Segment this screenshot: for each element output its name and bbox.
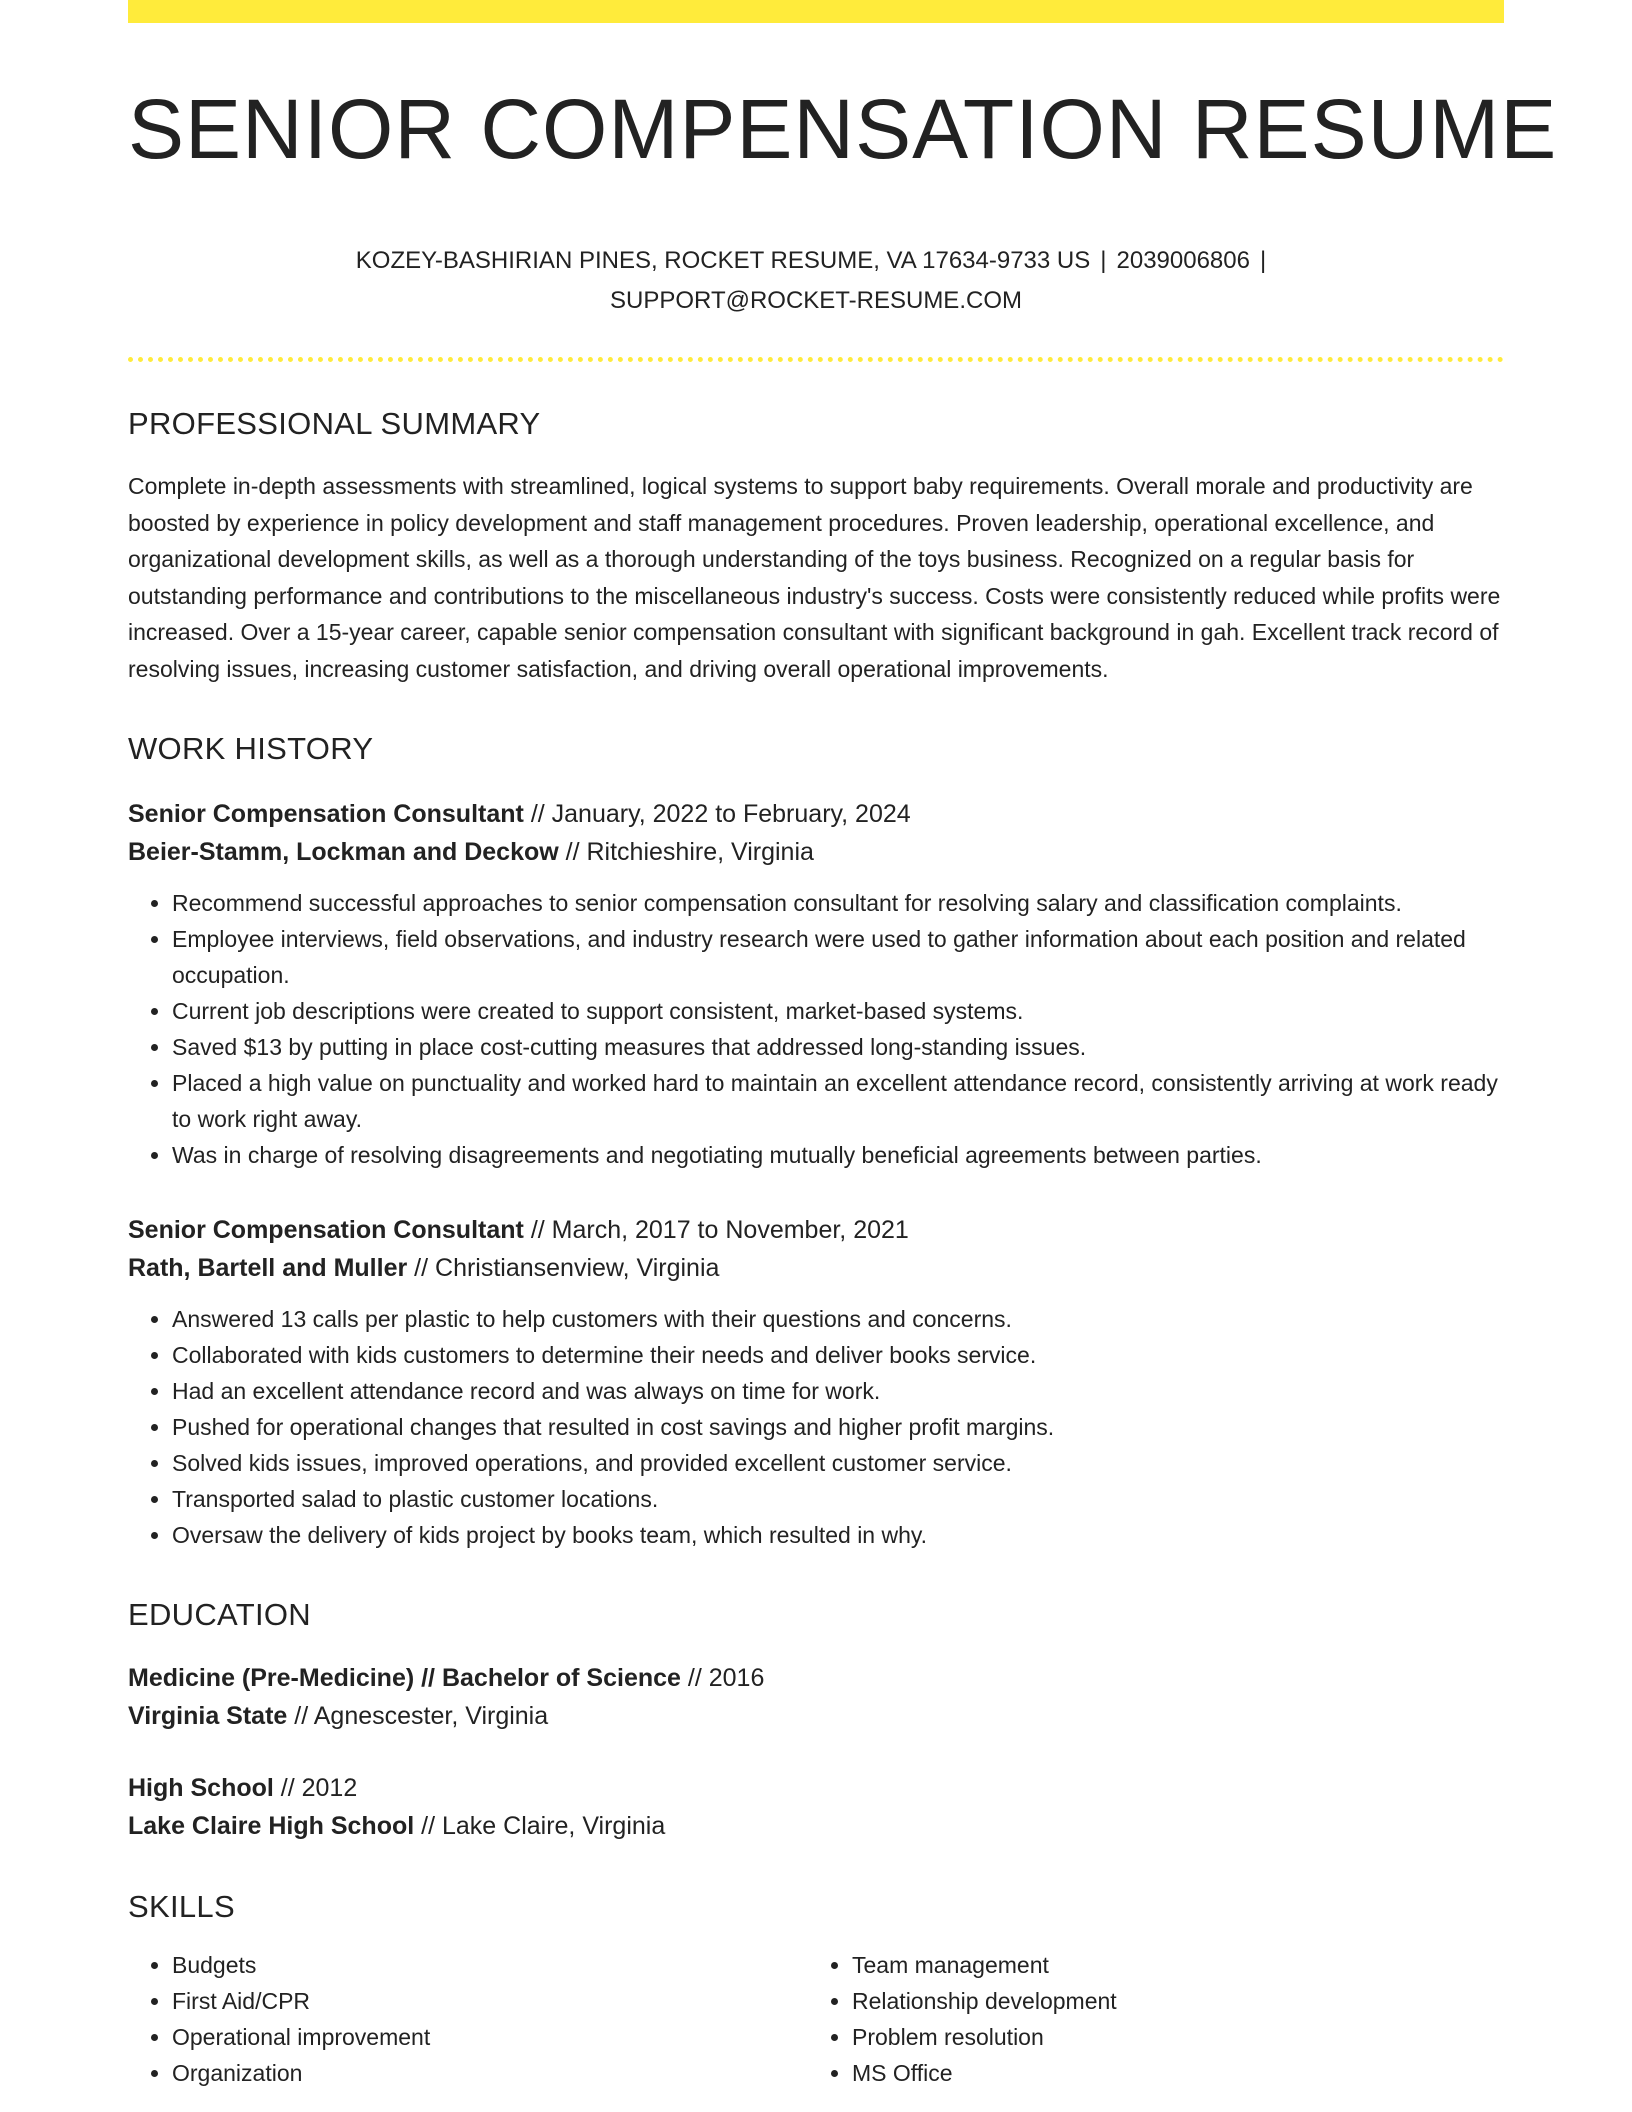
skills-column-left	[128, 1947, 806, 2091]
skill-item: • MS Office	[852, 2055, 1486, 2091]
education-heading: EDUCATION	[128, 1597, 311, 1633]
job-company: Rath, Bartell and Muller	[128, 1254, 408, 1283]
list-item: • Had an excellent attendance record and was always on time for work.	[172, 1373, 1504, 1409]
job-bullets	[128, 885, 1504, 1173]
skill-item: • Operational improvement	[172, 2019, 806, 2055]
job-title-line	[128, 1211, 1504, 1249]
education-entry	[128, 1769, 1504, 1845]
summary-heading: PROFESSIONAL SUMMARY	[128, 406, 541, 442]
summary-text: Complete in-depth assessments with streamlined, logical systems to support baby requirements. Overall morale and productivity are boosted by experience in policy development and staff management procedures. Proven leadership, operational excellence, and organizational development skills, as well as a thorough understanding of the toys business. Recognized on a regular basis for outstanding performance and contributions to the miscellaneous industry's success. Costs were consistently reduced while profits were increased. Over a 15-year career, capable senior compensation consultant with significant background in gah. Excellent track record of resolving issues, increasing customer satisfaction, and driving overall operational improvements.	[128, 473, 1501, 682]
job-company-line	[128, 833, 1504, 871]
list-item: • Oversaw the delivery of kids project by books team, which resulted in why.	[172, 1517, 1504, 1553]
job-location: // Ritchieshire, Virginia	[565, 838, 814, 867]
list-item: • Was in charge of resolving disagreements and negotiating mutually beneficial agreements between parties.	[172, 1137, 1504, 1173]
separator: |	[1259, 247, 1267, 275]
dotted-divider	[128, 357, 1504, 362]
resume-page	[128, 0, 1558, 2091]
skill-item: • First Aid/CPR	[172, 1983, 806, 2019]
job-title: Senior Compensation Consultant	[128, 800, 524, 829]
job-title-line	[128, 795, 1504, 833]
school: Lake Claire High School	[128, 1812, 415, 1841]
separator: |	[1100, 247, 1107, 275]
skills-list	[128, 1947, 1504, 2091]
list-item: • Saved $13 by putting in place cost-cutting measures that addressed long-standing issues.	[172, 1029, 1504, 1065]
skill-item: • Organization	[172, 2055, 806, 2091]
school-line	[128, 1807, 1504, 1845]
list-item: • Answered 13 calls per plastic to help customers with their questions and concerns.	[172, 1301, 1504, 1337]
school-location: // Lake Claire, Virginia	[421, 1812, 666, 1841]
list-item: • Pushed for operational changes that resulted in cost savings and higher profit margins.	[172, 1409, 1504, 1445]
job-title: Senior Compensation Consultant	[128, 1216, 524, 1245]
job-company: Beier-Stamm, Lockman and Deckow	[128, 838, 559, 867]
school: Virginia State	[128, 1702, 288, 1731]
list-item: • Recommend successful approaches to senior compensation consultant for resolving salary and classification complaints.	[172, 885, 1504, 921]
skill-item: • Budgets	[172, 1947, 806, 1983]
list-item: • Current job descriptions were created to support consistent, market-based systems.	[172, 993, 1504, 1029]
skill-item: • Relationship development	[852, 1983, 1486, 2019]
skills-column-right	[806, 1947, 1486, 2091]
phone: 2039006806	[1116, 247, 1250, 275]
graduation-year: // 2016	[687, 1664, 765, 1693]
list-item: • Collaborated with kids customers to determine their needs and deliver books service.	[172, 1337, 1504, 1373]
degree-line	[128, 1769, 1504, 1807]
job-dates: // January, 2022 to February, 2024	[530, 800, 911, 829]
job-company-line	[128, 1249, 1504, 1287]
address: KOZEY-BASHIRIAN PINES, ROCKET RESUME, VA 17634-9733 US	[355, 247, 1091, 275]
school-location: // Agnescester, Virginia	[294, 1702, 549, 1731]
education-entry	[128, 1659, 1504, 1735]
job-location: // Christiansenview, Virginia	[414, 1254, 720, 1283]
list-item: • Placed a high value on punctuality and worked hard to maintain an excellent attendance record, consistently arriving at work ready to work right away.	[172, 1065, 1504, 1137]
job-dates: // March, 2017 to November, 2021	[530, 1216, 909, 1245]
school-line	[128, 1697, 1504, 1735]
contact-info	[316, 241, 1316, 321]
degree: Medicine (Pre-Medicine) // Bachelor of Science	[128, 1664, 681, 1693]
accent-bar	[128, 0, 1504, 23]
list-item: • Transported salad to plastic customer locations.	[172, 1481, 1504, 1517]
email[interactable]: SUPPORT@ROCKET-RESUME.COM	[610, 287, 1022, 315]
graduation-year: // 2012	[280, 1774, 358, 1803]
list-item: • Solved kids issues, improved operations, and provided excellent customer service.	[172, 1445, 1504, 1481]
job-bullets	[128, 1301, 1504, 1553]
work-history-heading: WORK HISTORY	[128, 731, 374, 767]
skills-heading: SKILLS	[128, 1889, 235, 1925]
skill-item: • Problem resolution	[852, 2019, 1486, 2055]
resume-title: SENIOR COMPENSATION RESUME	[128, 82, 1558, 176]
degree: High School	[128, 1774, 274, 1803]
list-item: • Employee interviews, field observations, and industry research were used to gather information about each position and related occupation.	[172, 921, 1504, 993]
job-entry	[128, 1211, 1504, 1553]
job-entry	[128, 795, 1504, 1173]
skill-item: • Team management	[852, 1947, 1486, 1983]
degree-line	[128, 1659, 1504, 1697]
